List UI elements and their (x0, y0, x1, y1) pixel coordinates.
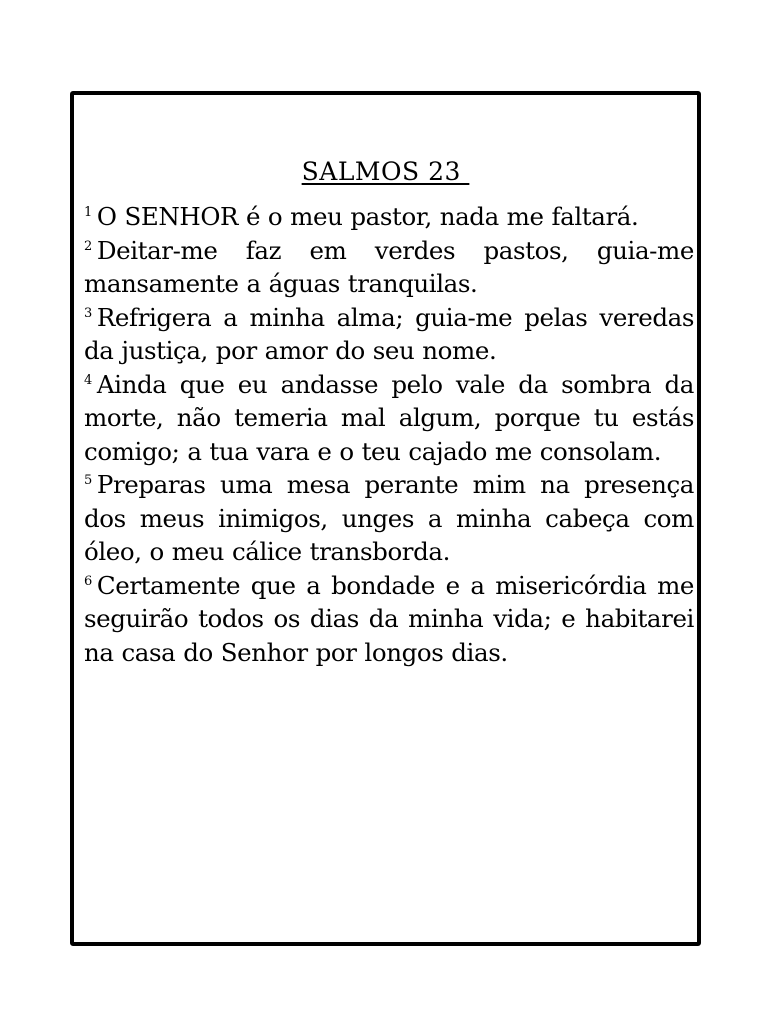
verse-text: Certamente que a bondade e a misericórdia me seguirão todos os dias da minha vida; e habitarei na casa do Senhor por longos dias. (84, 570, 694, 667)
title-text: SALMOS 23 (301, 157, 470, 186)
verse-text: Preparas uma mesa perante mim na presença dos meus inimigos, unges a minha cabeça com óleo, o meu cálice transborda. (84, 470, 694, 566)
verse-5 (84, 468, 694, 569)
verse-text: Deitar-me faz em verdes pastos, guia-me mansamente a águas tranquilas. (84, 235, 694, 298)
verse-number: 5 (84, 473, 92, 488)
psalm-card (70, 91, 701, 946)
verse-text: Refrigera a minha alma; guia-me pelas veredas da justiça, por amor do seu nome. (84, 302, 694, 365)
verse-4 (84, 368, 694, 469)
verse-number: 4 (84, 372, 92, 388)
verse-number: 2 (84, 238, 92, 254)
page-title (74, 157, 697, 187)
verse-number: 3 (84, 305, 92, 321)
verse-text: O SENHOR é o meu pastor, nada me faltará. (96, 202, 639, 231)
verse-2 (84, 234, 694, 301)
verse-number: 6 (84, 573, 92, 589)
verse-1 (84, 200, 694, 234)
verse-text: Ainda que eu andasse pelo vale da sombra da morte, não temeria mal algum, porque tu estás comigo; a tua vara e o teu cajado me consolam. (84, 369, 694, 466)
verse-number: 1 (84, 205, 92, 220)
verse-3 (84, 301, 694, 368)
verse-6 (84, 569, 694, 670)
verse-list (84, 200, 694, 669)
